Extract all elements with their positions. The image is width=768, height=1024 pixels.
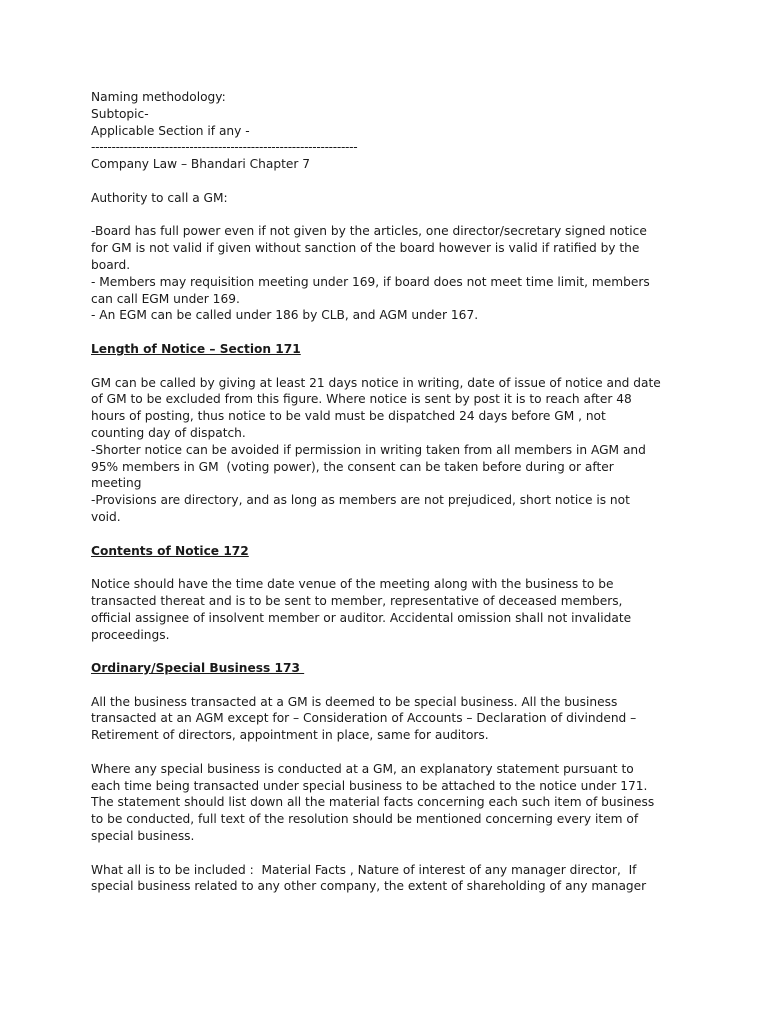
business-para1-line: Retirement of directors, appointment in place, same for auditors. <box>91 728 489 743</box>
dashed-rule: ----------------------------------------------------------------- <box>91 140 358 155</box>
business-para3-line: What all is to be included : Material Facts , Nature of interest of any manager director, If <box>91 862 637 877</box>
business-section <box>91 660 691 895</box>
business-para2-line: each time being transacted under special business to be attached to the notice under 171. <box>91 778 648 793</box>
length-notice-line: counting day of dispatch. <box>91 425 246 440</box>
length-notice-line: meeting <box>91 476 142 491</box>
subtopic-line: Subtopic- <box>91 106 149 121</box>
contents-notice-line: Notice should have the time date venue of the meeting along with the business to be <box>91 577 614 592</box>
authority-line: board. <box>91 257 131 272</box>
length-notice-line: of GM to be excluded from this figure. Where notice is sent by post it is to reach after 48 <box>91 392 632 407</box>
business-heading: Ordinary/Special Business 173 <box>91 661 305 676</box>
business-para1-line: All the business transacted at a GM is deemed to be special business. All the business <box>91 694 618 709</box>
authority-section <box>91 190 691 324</box>
business-para2-line: special business. <box>91 829 195 844</box>
length-notice-line: -Shorter notice can be avoided if permission in writing taken from all members in AGM and <box>91 442 646 457</box>
length-notice-line: hours of posting, thus notice to be vald must be dispatched 24 days before GM , not <box>91 409 606 424</box>
length-of-notice-section <box>91 341 691 526</box>
length-notice-line: void. <box>91 509 121 524</box>
naming-methodology-line: Naming methodology: <box>91 90 226 104</box>
authority-line: -Board has full power even if not given by the articles, one director/secretary signed notice <box>91 224 647 239</box>
contents-notice-line: transacted thereat and is to be sent to member, representative of deceased members, <box>91 593 623 608</box>
length-notice-line: GM can be called by giving at least 21 days notice in writing, date of issue of notice and date <box>91 375 661 390</box>
business-para1-line: transacted at an AGM except for – Consideration of Accounts – Declaration of divindend – <box>91 711 637 726</box>
authority-line: can call EGM under 169. <box>91 291 240 306</box>
authority-line: - Members may requisition meeting under 169, if board does not meet time limit, members <box>91 274 650 289</box>
contents-notice-line: official assignee of insolvent member or auditor. Accidental omission shall not invalidate <box>91 610 632 625</box>
contents-of-notice-section <box>91 543 691 644</box>
applicable-section-line: Applicable Section if any - <box>91 123 250 138</box>
business-para3-line: special business related to any other company, the extent of shareholding of any manager <box>91 879 647 894</box>
header-block <box>91 89 691 173</box>
contents-of-notice-heading: Contents of Notice 172 <box>91 543 249 558</box>
business-para2-line: The statement should list down all the material facts concerning each such item of business <box>91 795 655 810</box>
length-of-notice-heading: Length of Notice – Section 171 <box>91 341 301 356</box>
authority-line: - An EGM can be called under 186 by CLB, and AGM under 167. <box>91 308 479 323</box>
contents-notice-line: proceedings. <box>91 627 170 642</box>
length-notice-line: -Provisions are directory, and as long as members are not prejudiced, short notice is not <box>91 493 630 508</box>
business-para2-line: to be conducted, full text of the resolution should be mentioned concerning every item of <box>91 812 639 827</box>
authority-title: Authority to call a GM: <box>91 190 228 205</box>
chapter-title: Company Law – Bhandari Chapter 7 <box>91 157 311 172</box>
document-page <box>91 89 691 895</box>
business-para2-line: Where any special business is conducted at a GM, an explanatory statement pursuant to <box>91 761 634 776</box>
length-notice-line: 95% members in GM (voting power), the consent can be taken before during or after <box>91 459 614 474</box>
authority-line: for GM is not valid if given without sanction of the board however is valid if ratified by the <box>91 241 640 256</box>
